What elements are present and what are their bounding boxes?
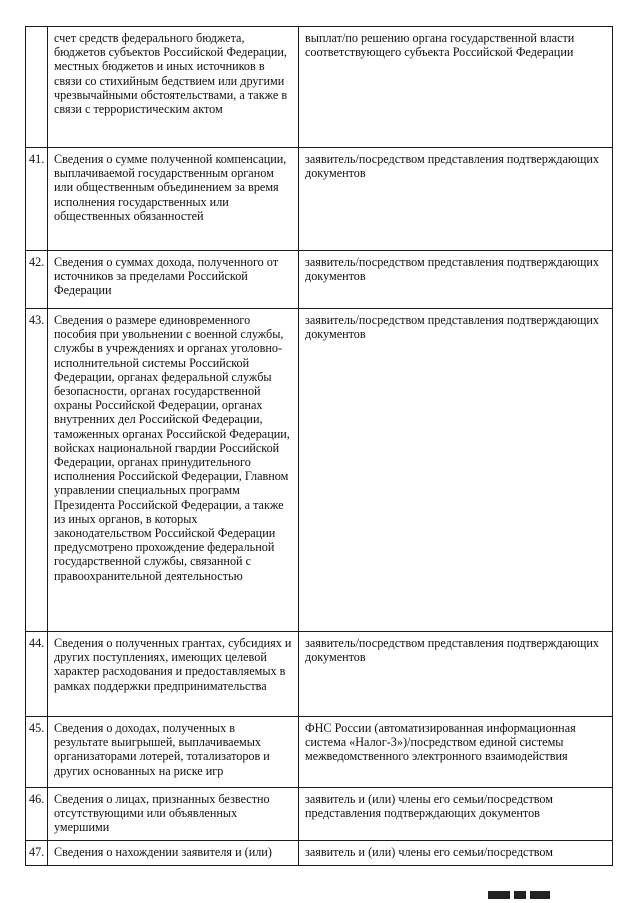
row-number: 44. [26,632,48,717]
table-row [26,841,613,866]
row-source: заявитель/посредством представления подтверждающих документов [299,309,613,632]
footer-scan-mark [488,891,510,899]
row-description: Сведения о полученных грантах, субсидиях и других поступлениях, имеющих целевой характер расходования и предоставляемых в рамках поддержки предпринимательства [48,632,299,717]
row-description: Сведения о доходах, полученных в результате выигрышей, выплачиваемых организаторами лотерей, тотализаторов и других основанных на риске игр [48,717,299,788]
row-description: счет средств федерального бюджета, бюджетов субъектов Российской Федерации, местных бюджетов и иных источников в связи со стихийным бедствием или другими чрезвычайными обстоятельствами, а также в связи с террористическим актом [48,27,299,148]
row-source: заявитель/посредством представления подтверждающих документов [299,251,613,309]
table-row [26,251,613,309]
table-row [26,788,613,841]
row-number: 47. [26,841,48,866]
row-number [26,27,48,148]
row-source: заявитель/посредством представления подтверждающих документов [299,148,613,251]
row-source: выплат/по решению органа государственной власти соответствующего субъекта Российской Федерации [299,27,613,148]
row-description: Сведения о нахождении заявителя и (или) [48,841,299,866]
table-row [26,717,613,788]
row-description: Сведения о лицах, признанных безвестно отсутствующими или объявленных умершими [48,788,299,841]
row-source: ФНС России (автоматизированная информационная система «Налог-3»)/посредством единой системы межведомственного электронного взаимодействия [299,717,613,788]
table-row [26,27,613,148]
row-number: 45. [26,717,48,788]
table-row [26,148,613,251]
table-row [26,632,613,717]
row-number: 46. [26,788,48,841]
row-number: 41. [26,148,48,251]
footer-scan-mark [514,891,526,899]
table-row [26,309,613,632]
data-sources-table [25,26,613,866]
row-source: заявитель/посредством представления подтверждающих документов [299,632,613,717]
row-description: Сведения о суммах дохода, полученного от источников за пределами Российской Федерации [48,251,299,309]
row-number: 43. [26,309,48,632]
row-description: Сведения о сумме полученной компенсации, выплачиваемой государственным органом или общественным объединением за время исполнения государственных или общественных обязанностей [48,148,299,251]
row-description: Сведения о размере единовременного пособия при увольнении с военной службы, службы в учреждениях и органах уголовно-исполнительной системы Российской Федерации, органах федеральной службы безопасности, органах государственной охраны Российской Федерации, органах внутренних дел Российской Федерации, таможенных органах Российской Федерации, войсках национальной гвардии Российской Федерации, органах принудительного исполнения Российской Федерации, Главном управлении специальных программ Президента Российской Федерации, а также из иных органов, в которых законодательством Российской Федерации предусмотрено прохождение федеральной государственной службы, связанной с правоохранительной деятельностью [48,309,299,632]
row-number: 42. [26,251,48,309]
footer-scan-mark [530,891,550,899]
row-source: заявитель и (или) члены его семьи/посредством [299,841,613,866]
row-source: заявитель и (или) члены его семьи/посредством представления подтверждающих документов [299,788,613,841]
